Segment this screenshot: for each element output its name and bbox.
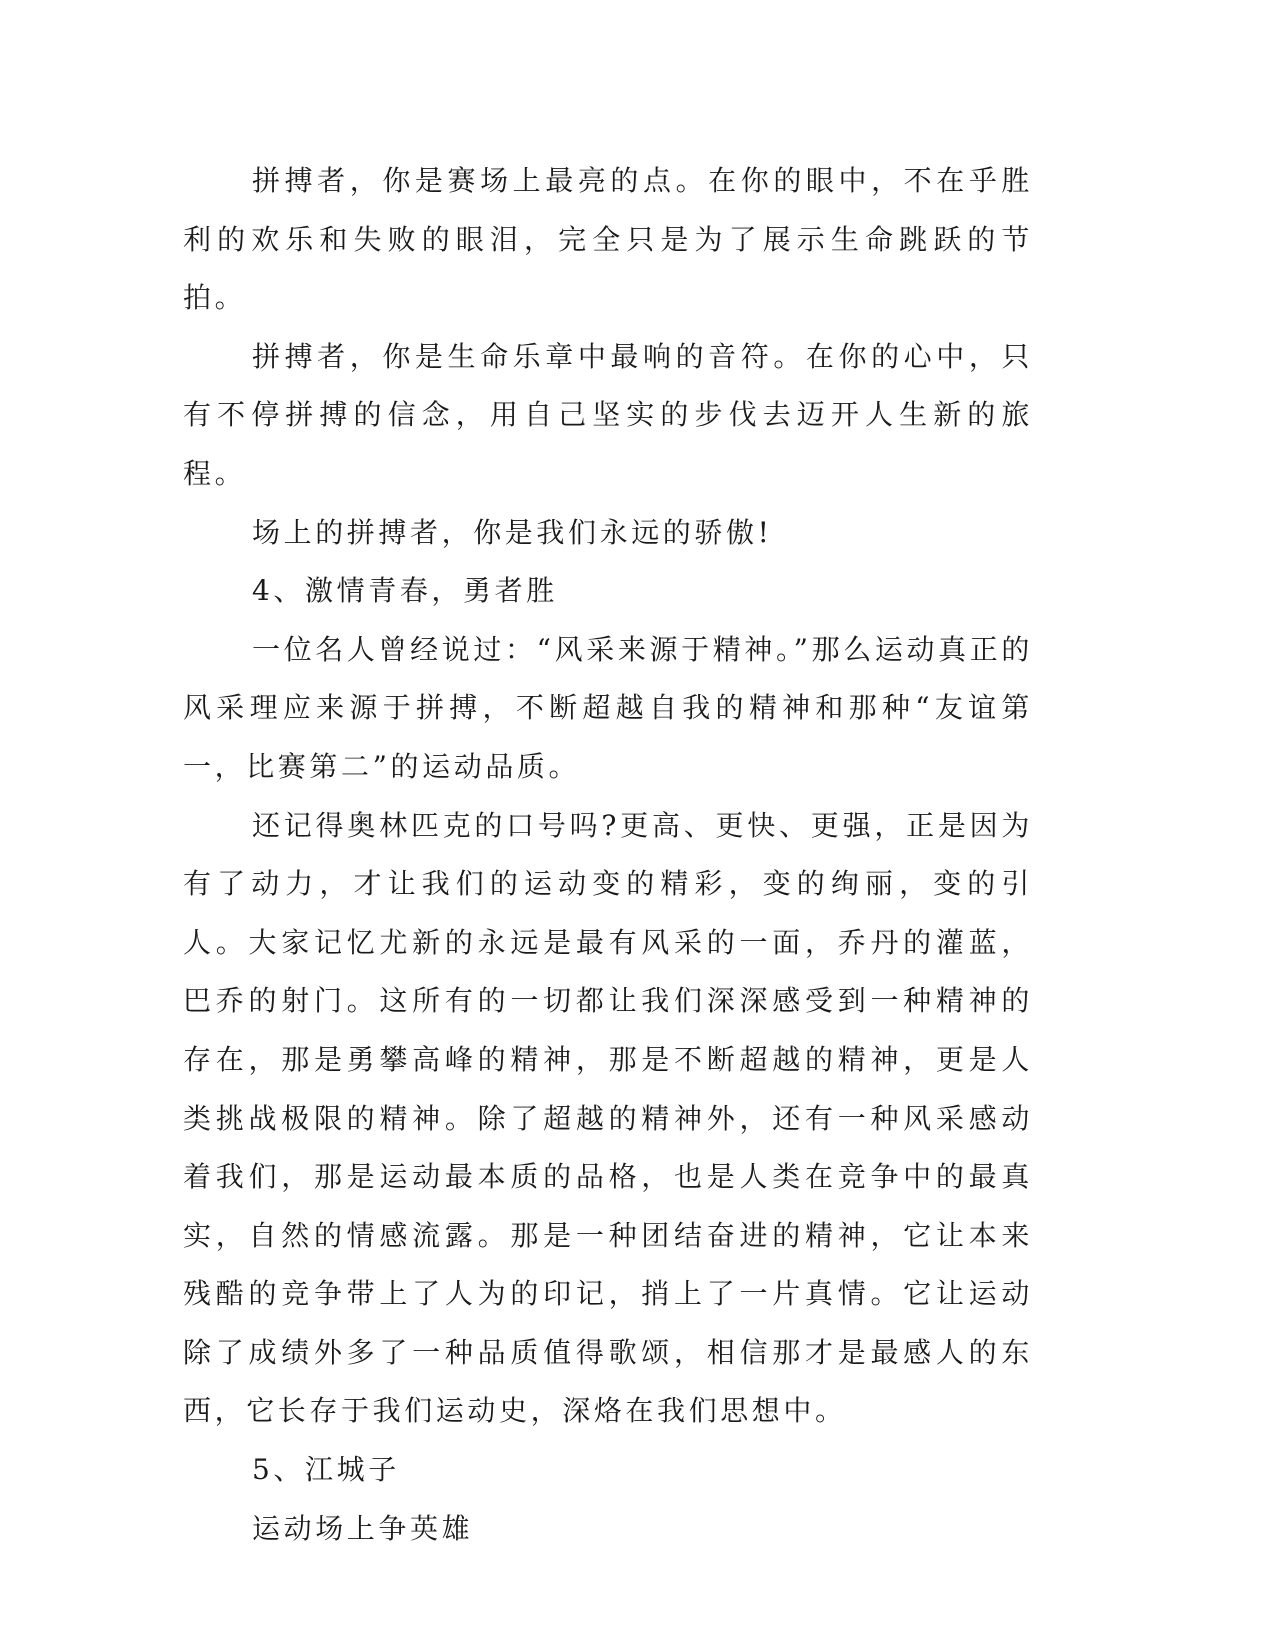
paragraph: 场上的拼搏者，你是我们永远的骄傲! bbox=[252, 515, 773, 549]
paragraph: 运动场上争英雄 bbox=[252, 1511, 474, 1545]
paragraph: 还记得奥林匹克的口号吗?更高、更快、更强，正是因为有了动力，才让我们的运动变的精彩，变的绚丽，变的引人。大家记忆尤新的永远是最有风采的一面，乔丹的灌蓝，巴乔的射门。这所有的一切都让我们深深感受到一种精神的存在，那是勇攀高峰的精神，那是不断超越的精神，更是人类挑战极限的精神。除了超越的精神外，还有一种风采感动着我们，那是运动最本质的品格，也是人类在竞争中的最真实，自然的情感流露。那是一种团结奋进的精神，它让本来残酷的竞争带上了人为的印记，捎上了一片真情。它让运动除了成绩外多了一种品质值得歌颂，相信那才是最感人的东西，它长存于我们运动史，深烙在我们思想中。 bbox=[183, 808, 1033, 1428]
document-body bbox=[183, 152, 1033, 1558]
section-heading: 5、江城子 bbox=[252, 1453, 400, 1487]
paragraph: 一位名人曾经说过：“风采来源于精神。”那么运动真正的风采理应来源于拼搏，不断超越自我的精神和那种“友谊第一，比赛第二”的运动品质。 bbox=[183, 632, 1033, 783]
section-heading: 4、激情青春，勇者胜 bbox=[252, 574, 558, 608]
paragraph: 拼搏者，你是生命乐章中最响的音符。在你的心中，只有不停拼搏的信念，用自己坚实的步伐去迈开人生新的旅程。 bbox=[183, 339, 1033, 490]
paragraph: 拼搏者，你是赛场上最亮的点。在你的眼中，不在乎胜利的欢乐和失败的眼泪，完全只是为了展示生命跳跃的节拍。 bbox=[183, 164, 1033, 315]
